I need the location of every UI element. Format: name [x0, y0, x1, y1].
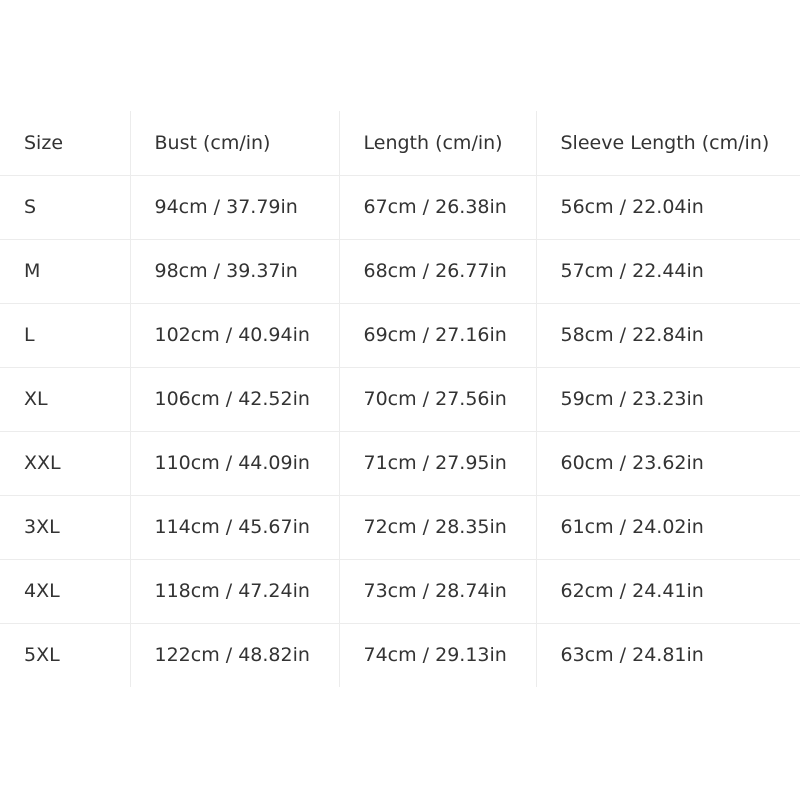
sleeve-length-cell: 60cm / 23.62in: [536, 431, 800, 495]
table-row: [0, 559, 800, 623]
bust-cell: 94cm / 37.79in: [130, 175, 339, 239]
bust-cell: 114cm / 45.67in: [130, 495, 339, 559]
header-row: [0, 111, 800, 175]
length-cell: 72cm / 28.35in: [339, 495, 536, 559]
sleeve-length-cell: 62cm / 24.41in: [536, 559, 800, 623]
table-header: [0, 111, 800, 175]
header-sleeve-length: Sleeve Length (cm/in): [536, 111, 800, 175]
sleeve-length-cell: 61cm / 24.02in: [536, 495, 800, 559]
table-row: [0, 175, 800, 239]
size-cell: 3XL: [0, 495, 130, 559]
sleeve-length-cell: 57cm / 22.44in: [536, 239, 800, 303]
sleeve-length-cell: 59cm / 23.23in: [536, 367, 800, 431]
length-cell: 69cm / 27.16in: [339, 303, 536, 367]
size-cell: S: [0, 175, 130, 239]
size-cell: 4XL: [0, 559, 130, 623]
table-row: [0, 623, 800, 687]
bust-cell: 122cm / 48.82in: [130, 623, 339, 687]
size-cell: XXL: [0, 431, 130, 495]
length-cell: 74cm / 29.13in: [339, 623, 536, 687]
header-length: Length (cm/in): [339, 111, 536, 175]
bust-cell: 106cm / 42.52in: [130, 367, 339, 431]
length-cell: 68cm / 26.77in: [339, 239, 536, 303]
sleeve-length-cell: 58cm / 22.84in: [536, 303, 800, 367]
length-cell: 70cm / 27.56in: [339, 367, 536, 431]
size-cell: 5XL: [0, 623, 130, 687]
bust-cell: 110cm / 44.09in: [130, 431, 339, 495]
header-size: Size: [0, 111, 130, 175]
length-cell: 67cm / 26.38in: [339, 175, 536, 239]
size-cell: XL: [0, 367, 130, 431]
sleeve-length-cell: 63cm / 24.81in: [560, 644, 704, 667]
length-cell: 73cm / 28.74in: [339, 559, 536, 623]
size-cell: L: [0, 303, 130, 367]
table-body: [0, 175, 800, 687]
bust-cell: 102cm / 40.94in: [130, 303, 339, 367]
table-row: [0, 239, 800, 303]
sleeve-length-cell: 56cm / 22.04in: [536, 175, 800, 239]
length-cell: 71cm / 27.95in: [339, 431, 536, 495]
table-row: [0, 367, 800, 431]
size-chart-table: [0, 111, 800, 687]
header-bust: Bust (cm/in): [130, 111, 339, 175]
table-row: [0, 303, 800, 367]
bust-cell: 98cm / 39.37in: [130, 239, 339, 303]
table-row: [0, 431, 800, 495]
bust-cell: 118cm / 47.24in: [130, 559, 339, 623]
size-cell: M: [0, 239, 130, 303]
table-row: [0, 495, 800, 559]
